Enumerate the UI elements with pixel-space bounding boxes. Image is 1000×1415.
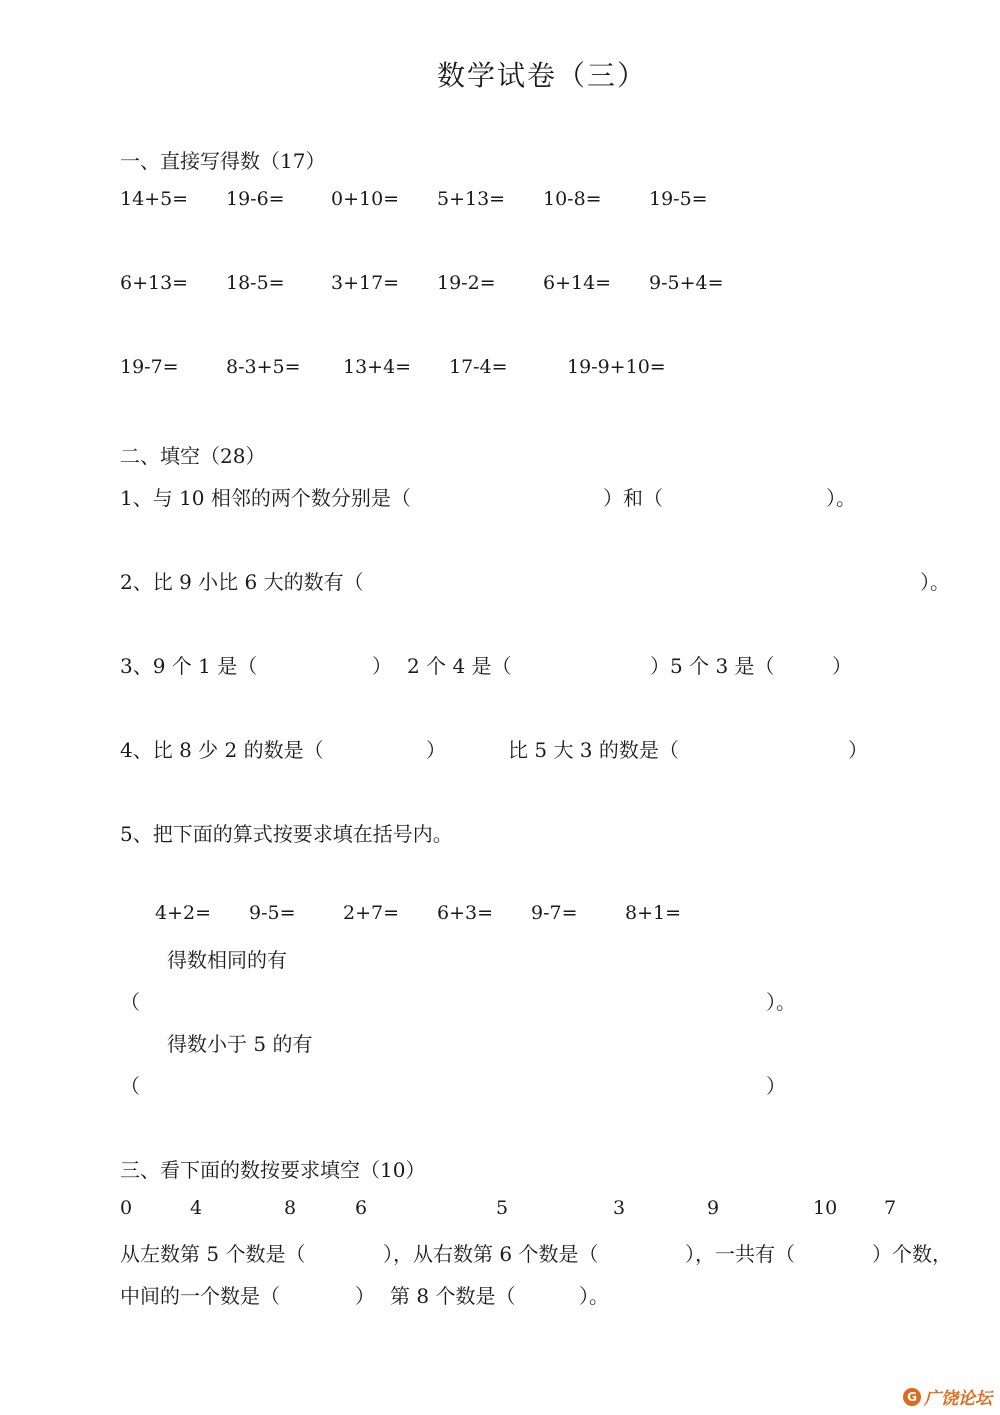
question-4-text: ） [426,738,446,762]
sequence-number: 4 [190,1197,203,1219]
section3-text: ）个数， [872,1242,952,1266]
equation: 5+13= [437,188,506,210]
equation: 8-3+5= [226,356,301,378]
expression: 8+1= [625,902,682,924]
equation: 19-7= [120,356,179,378]
page-title: 数学试卷（三） [437,59,648,92]
sequence-number: 6 [355,1197,368,1219]
question-3-text: ）5 个 3 是（ [650,654,775,678]
question-2-text: ）。 [920,570,950,594]
section3-text: 中间的一个数是（ [120,1284,280,1308]
watermark-logo [903,1384,992,1409]
sequence-number: 10 [813,1197,838,1219]
question-1-text: 1、与 10 相邻的两个数分别是（ [120,486,411,510]
equation: 18-5= [226,272,285,294]
section3-text: ），一共有（ [685,1242,795,1266]
sequence-number: 0 [120,1197,133,1219]
section3-text: 第 8 个数是（ [390,1284,516,1308]
equation: 13+4= [343,356,412,378]
section3-text: ）。 [579,1284,609,1308]
expression: 4+2= [155,902,212,924]
logo-icon: G [903,1388,921,1406]
equation: 19-2= [437,272,496,294]
same-result-label: 得数相同的有 [167,948,287,972]
equation: 19-9+10= [567,356,666,378]
section3-text: ） [355,1284,375,1308]
section3-text: 从左数第 5 个数是（ [120,1242,306,1266]
logo-text: 广饶论坛 [924,1389,992,1409]
equation: 6+13= [120,272,189,294]
question-1-text: ）和（ [603,486,663,510]
question-2-text: 2、比 9 小比 6 大的数有（ [120,570,364,594]
same-result-close: ）。 [766,990,796,1014]
sequence-number: 8 [284,1197,297,1219]
expression: 6+3= [437,902,494,924]
less-than-5-label: 得数小于 5 的有 [167,1032,313,1056]
less-than-5-close: ） [766,1074,786,1098]
expression: 2+7= [343,902,400,924]
equation: 6+14= [543,272,612,294]
less-than-5-open: （ [120,1074,140,1098]
equation: 17-4= [449,356,508,378]
sequence-number: 9 [707,1197,720,1219]
equation: 19-6= [226,188,285,210]
equation: 19-5= [649,188,708,210]
question-1-text: ）。 [826,486,856,510]
question-3-text: 2 个 4 是（ [407,654,512,678]
sequence-number: 7 [884,1197,897,1219]
question-4-text: 比 5 大 3 的数是（ [508,738,679,762]
expression: 9-7= [531,902,578,924]
question-5-prompt: 5、把下面的算式按要求填在括号内。 [120,822,453,846]
expression: 9-5= [249,902,296,924]
equation: 3+17= [331,272,400,294]
equation: 9-5+4= [649,272,724,294]
question-3-text: ） [372,654,392,678]
equation: 14+5= [120,188,189,210]
section2-heading: 二、填空（28） [120,444,266,468]
equation: 10-8= [543,188,602,210]
question-4-text: ） [848,738,868,762]
section3-text: ），从右数第 6 个数是（ [383,1242,599,1266]
section3-heading: 三、看下面的数按要求填空（10） [120,1158,426,1182]
equation: 0+10= [331,188,400,210]
question-3-text: ） [832,654,852,678]
sequence-number: 5 [496,1197,509,1219]
question-4-text: 4、比 8 少 2 的数是（ [120,738,324,762]
section1-heading: 一、直接写得数（17） [120,149,326,173]
same-result-open: （ [120,990,140,1014]
sequence-number: 3 [613,1197,626,1219]
question-3-text: 3、9 个 1 是（ [120,654,258,678]
